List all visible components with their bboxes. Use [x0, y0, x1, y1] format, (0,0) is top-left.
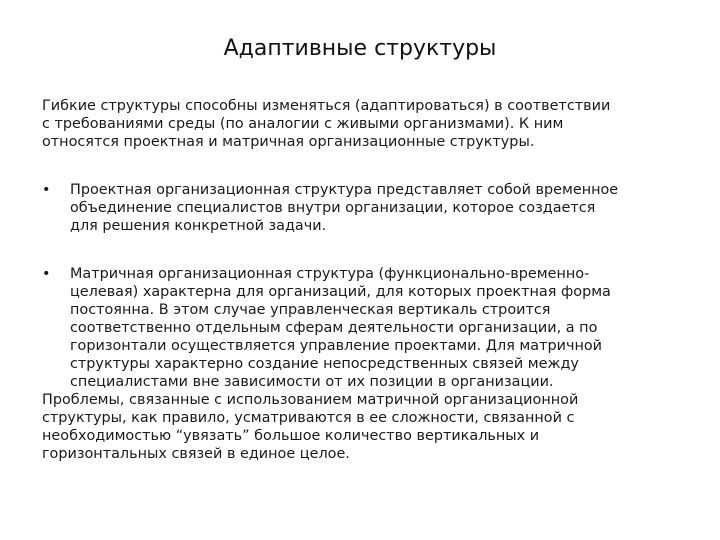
problems-line: необходимостью “увязать” большое количество вертикальных и — [42, 428, 540, 444]
bullet-line: соответственно отдельным сферам деятельности организации, а по — [70, 320, 598, 336]
intro-line: Гибкие структуры способны изменяться (адаптироваться) в соответствии — [42, 98, 611, 114]
bullet-line: структуры характерно создание непосредственных связей между — [70, 356, 579, 372]
bullet-project — [42, 181, 702, 235]
slide-body — [42, 97, 702, 463]
problems-line: Проблемы, связанные с использованием матричной организационной — [42, 392, 579, 408]
bullet-line: целевая) характерна для организаций, для которых проектная форма — [70, 284, 611, 300]
bullet-line: для решения конкретной задачи. — [70, 218, 327, 234]
bullet-line: специалистами вне зависимости от их позиции в организации. — [70, 374, 554, 390]
bullet-line: Матричная организационная структура (функционально-временно- — [70, 266, 590, 282]
bullet-line: постоянна. В этом случае управленческая вертикаль строится — [70, 302, 551, 318]
bullet-marker: • — [42, 266, 51, 282]
slide-title: Адаптивные структуры — [223, 36, 497, 61]
bullet-line: объединение специалистов внутри организации, которое создается — [70, 200, 596, 216]
problems-line: горизонтальных связей в единое целое. — [42, 446, 350, 462]
intro-line: относятся проектная и матричная организационные структуры. — [42, 134, 535, 150]
problems-line: структуры, как правило, усматриваются в ее сложности, связанной с — [42, 410, 575, 426]
bullet-line: Проектная организационная структура представляет собой временное — [70, 182, 619, 198]
intro-paragraph — [42, 97, 702, 151]
problems-paragraph — [42, 391, 702, 463]
bullet-matrix — [42, 265, 702, 391]
intro-line: с требованиями среды (по аналогии с живыми организмами). К ним — [42, 116, 564, 132]
bullet-marker: • — [42, 182, 51, 198]
bullet-line: горизонтали осуществляется управление проектами. Для матричной — [70, 338, 603, 354]
